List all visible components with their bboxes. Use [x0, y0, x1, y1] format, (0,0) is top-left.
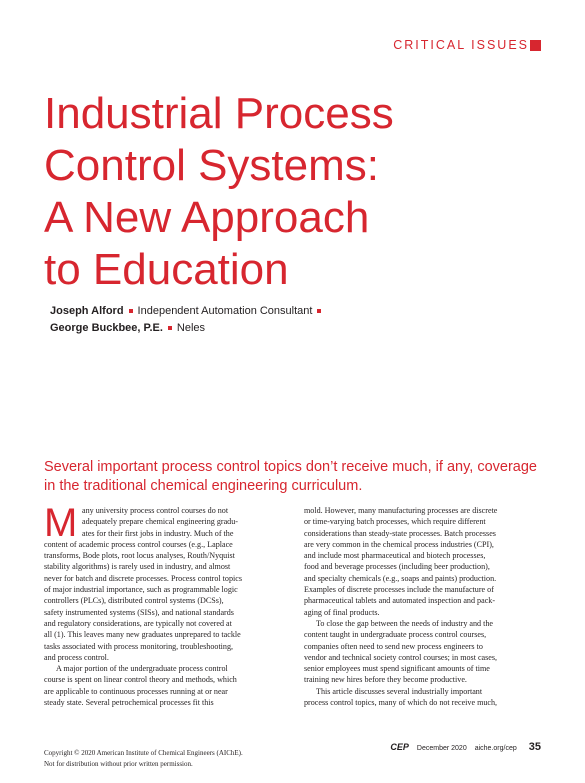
title-line: to Education	[44, 245, 289, 294]
body-text-line: of major industrial importance, such as programmable logic	[44, 585, 238, 595]
body-text-line: senior employees must spend significant amounts of time	[304, 664, 490, 674]
title-line: Industrial Process	[44, 89, 394, 138]
body-text-line: and process control.	[44, 652, 109, 662]
author-byline	[50, 305, 326, 317]
author-byline	[50, 322, 205, 334]
body-text-line: vendor and technical society control courses; in most cases,	[304, 652, 498, 662]
body-text-line: are very common in the chemical process industries (CPI),	[304, 539, 494, 549]
page-footer	[390, 741, 541, 753]
body-text-line: stability algorithms) is rarely used in industry, and almost	[44, 562, 231, 572]
body-text-line: never for batch and discrete processes. Process control topics	[44, 573, 243, 583]
bullet-separator	[129, 309, 133, 313]
body-text-line: A major portion of the undergraduate process control	[56, 664, 228, 674]
body-column-right	[304, 505, 540, 708]
section-marker	[530, 40, 541, 51]
body-text-line: aging of final products.	[304, 607, 380, 617]
author-affiliation: Independent Automation Consultant	[137, 305, 313, 317]
body-text-line: all (1). This leaves many new graduates unprepared to tackle	[44, 630, 241, 640]
author-name: George Buckbee, P.E.	[50, 322, 163, 334]
body-text-line: or time-varying batch processes, which require different	[304, 517, 486, 527]
body-text-line: tasks associated with process monitoring, troubleshooting,	[44, 641, 234, 651]
author-affiliation: Neles	[176, 322, 206, 334]
body-text-line: content of academic process control courses (e.g., Laplace	[44, 539, 233, 549]
body-text-line: and regulatory considerations, are typically not covered at	[44, 618, 232, 628]
page-number: 35	[528, 741, 541, 753]
bullet-separator	[168, 326, 172, 330]
article-title	[44, 88, 524, 296]
copyright-line: Copyright © 2020 American Institute of Chemical Engineers (AIChE).	[44, 749, 243, 757]
body-text-line: adequately prepare chemical engineering gradu-	[82, 517, 238, 527]
body-text-line: and include most pharmaceutical and biotech processes,	[304, 551, 486, 561]
drop-cap: M	[44, 501, 78, 545]
body-text-line: pharmaceutical tablets and automated inspection and pack-	[304, 596, 496, 606]
cep-logo: CEP	[390, 742, 409, 752]
body-text-line: content taught in undergraduate process control courses,	[304, 630, 487, 640]
title-line: A New Approach	[44, 193, 370, 242]
title-line: Control Systems:	[44, 141, 379, 190]
body-text-line: controllers (PLCs), distributed control systems (DCSs),	[44, 596, 224, 606]
body-text-line: any university process control courses do not	[82, 506, 229, 515]
author-name: Joseph Alford	[50, 305, 124, 317]
section-label: CRITICAL ISSUES	[393, 38, 529, 52]
body-text-line: steady state. Several petrochemical processes fit this	[44, 698, 214, 708]
body-text-line: ates for their first jobs in industry. Much of the	[82, 528, 234, 538]
body-text-line: course is spent on linear control theory and methods, which	[44, 675, 237, 685]
body-text-line: transforms, Bode plots, root locus analyses, Routh/Nyquist	[44, 551, 235, 561]
body-text-line: process control topics, many of which do not receive much,	[304, 698, 498, 708]
journal-url[interactable]: aiche.org/cep	[474, 745, 517, 752]
body-text-line: This article discusses several industrially important	[316, 686, 483, 696]
body-text-line: safety instrumented systems (SISs), and national standards	[44, 607, 234, 617]
body-text-line: mold. However, many manufacturing processes are discrete	[304, 506, 498, 515]
body-text-line: and specialty chemicals (e.g., soaps and paints) production.	[304, 573, 497, 583]
body-text-line: food and beverage processes (including beer production),	[304, 562, 490, 572]
issue-date: December 2020	[416, 745, 467, 752]
body-text-line: companies often need to send new process engineers to	[304, 641, 483, 651]
article-dek: Several important process control topics don’t receive much, if any, coverage in the traditional chemical engineering curriculum.	[44, 459, 537, 494]
body-text-line: are applicable to continuous processes running at or near	[44, 686, 228, 696]
copyright-notice	[44, 748, 243, 770]
body-text-line: Examples of discrete processes include the manufacture of	[304, 585, 494, 595]
body-text-line: To close the gap between the needs of industry and the	[316, 618, 493, 628]
bullet-separator	[317, 309, 321, 313]
copyright-line: Not for distribution without prior written permission.	[44, 760, 193, 768]
body-text-line: considerations than steady-state processes. Batch processes	[304, 528, 496, 538]
body-column-left	[44, 501, 280, 708]
body-text-line: training new hires before they become productive.	[304, 675, 467, 685]
